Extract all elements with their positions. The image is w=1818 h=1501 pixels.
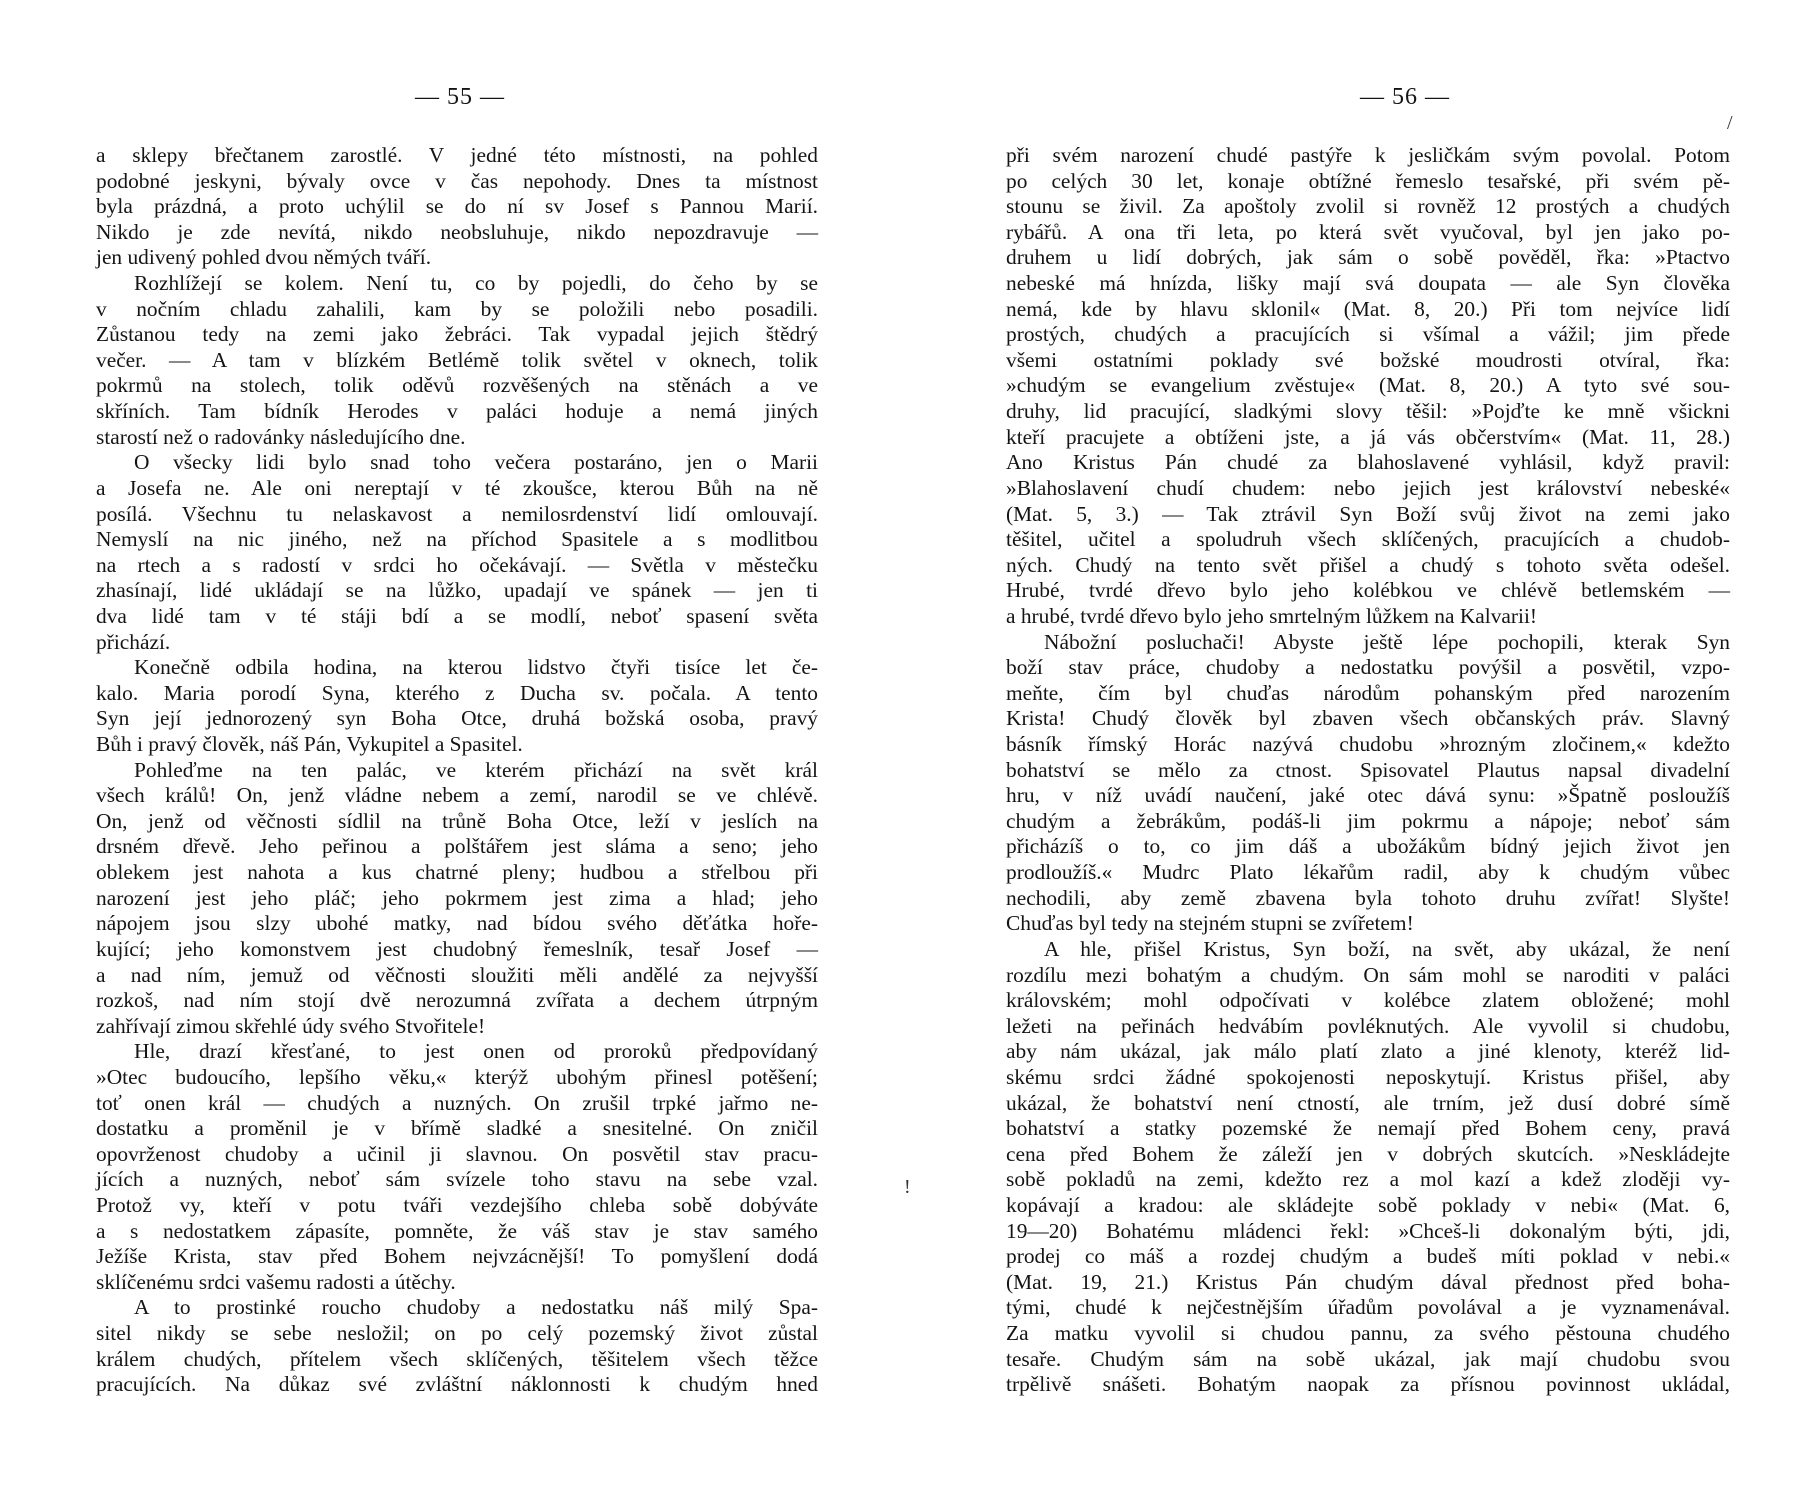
text-line: Nemyslí na nic jiného, než na příchod Spasitele a s modlitbou bbox=[96, 527, 818, 552]
text-line: při svém narození chudé pastýře k jesličkám svým povolal. Potom bbox=[1006, 143, 1730, 167]
text-line: A to prostinké roucho chudoby a nedostatku náš milý Spa- bbox=[134, 1295, 818, 1320]
text-line: skříních. Tam bídník Herodes v paláci hoduje a nemá jiných bbox=[96, 399, 818, 424]
text-line: nemá, kde by hlavu sklonil« (Mat. 8, 20.) Při tom nejvíce lidí bbox=[1006, 296, 1730, 321]
text-line: rozkoš, nad ním stojí dvě nerozumná zvířata a dechem útrpným bbox=[96, 988, 818, 1013]
margin-mark: ! bbox=[904, 1176, 911, 1198]
text-line: Hrubé, tvrdé dřevo bylo jeho kolébkou ve chlévě betlemském — bbox=[1006, 578, 1730, 603]
text-line: přichází. bbox=[96, 629, 171, 654]
text-line: stounu se živil. Za apoštoly zvolil si rovněž 12 prostých a chudých bbox=[1006, 194, 1730, 219]
text-line: kující; jeho komonstvem jest chudobný řemeslník, tesař Josef — bbox=[96, 936, 818, 961]
text-line: dostatku a proměnil je v břímě sladké a snesitelné. On zničil bbox=[96, 1116, 818, 1141]
text-line: prodej co máš a rozdej chudým a budeš míti poklad v nebi.« bbox=[1006, 1244, 1730, 1269]
text-line: (Mat. 5, 3.) — Tak ztrávil Syn Boží svůj život na zemi jako bbox=[1006, 501, 1730, 526]
text-line: a nad ním, jemuž od věčnosti sloužiti měli andělé za nejvyšší bbox=[96, 962, 818, 987]
margin-mark: / bbox=[1727, 112, 1733, 134]
text-line: sklíčenému srdci vašemu radosti a útěchy. bbox=[96, 1269, 456, 1294]
text-line: 19—20) Bohatému mládenci řekl: »Chceš-li dokonalým býti, jdi, bbox=[1006, 1218, 1730, 1243]
text-line: druhem u lidí dobrých, jak sám o sobě pověděl, řka: »Ptactvo bbox=[1006, 245, 1730, 270]
right-page-text bbox=[1006, 143, 1730, 1398]
text-line: »chudým se evangelium zvěstuje« (Mat. 8, 20.) A tyto své sou- bbox=[1006, 373, 1730, 398]
text-line: večer. — A tam v blízkém Betlémě tolik světel v oknech, tolik bbox=[96, 347, 818, 372]
text-line: jících a nuzných, neboť sám svízele toho stavu na sebe vzal. bbox=[96, 1167, 818, 1192]
text-line: ukázal, že bohatství není ctností, ale trním, jež dusí dobré símě bbox=[1006, 1090, 1730, 1115]
text-line: a Josefa ne. Ale oni nereptají v té zkoušce, kterou Bůh na ně bbox=[96, 475, 818, 500]
text-line: a hrubé, tvrdé dřevo bylo jeho smrtelným lůžkem na Kalvarii! bbox=[1006, 603, 1538, 628]
text-line: »Blahoslavení chudí chudem: nebo jejich jest království nebeské« bbox=[1006, 475, 1730, 500]
text-line: Pohleďme na ten palác, ve kterém přichází na svět král bbox=[134, 757, 818, 782]
text-line: starostí než o radovánky následujícího dne. bbox=[96, 424, 466, 449]
text-line: trpělivě snášeti. Bohatým naopak za přísnou povinnost ukládal, bbox=[1006, 1372, 1730, 1397]
text-line: chudým a žebrákům, podáš-li jim pokrmu a nápoje; neboť sám bbox=[1006, 808, 1730, 833]
text-line: kopávají a kradou: ale skládejte sobě poklady v nebi« (Mat. 6, bbox=[1006, 1192, 1730, 1217]
text-line: Ano Kristus Pán chudé za blahoslavené vyhlásil, když pravil: bbox=[1006, 450, 1730, 475]
text-line: tesaře. Chudým sám na sobě ukázal, jak mají chudobu svou bbox=[1006, 1346, 1730, 1371]
text-line: toť onen král — chudých a nuzných. On zrušil trpké jařmo ne- bbox=[96, 1090, 818, 1115]
text-line: tými, chudé k nejčestnějším úřadům povolával a je vyznamenával. bbox=[1006, 1295, 1730, 1320]
text-line: zahřívají zimou skřehlé údy svého Stvořitele! bbox=[96, 1013, 486, 1038]
text-line: boží stav práce, chudoby a nedostatku povýšil a posvětil, vzpo- bbox=[1006, 655, 1730, 680]
text-line: nápojem jsou slzy ubohé matky, nad bídou svého děťátka hoře- bbox=[96, 911, 818, 936]
text-line: pokrmů na stolech, tolik oděvů rozvěšených na stěnách a ve bbox=[96, 373, 818, 398]
text-line: prostých, chudých a pracujících si všímal a vážil; jim přede bbox=[1006, 322, 1730, 347]
text-line: sitel nikdy se sebe nesložil; on po celý pozemský život zůstal bbox=[96, 1321, 818, 1346]
text-line: ležeti na peřinách hedvábím povléknutých. Ale vyvolil si chudobu, bbox=[1006, 1013, 1730, 1038]
text-line: drsném dřevě. Jeho peřinou a polštářem jest sláma a seno; jeho bbox=[96, 834, 818, 859]
text-line: královském; mohl odpočívati v kolébce zlatem obložené; mohl bbox=[1006, 988, 1730, 1013]
text-line: kteří pracujete a obtíženi jste, a já vás občerstvím« (Mat. 11, 28.) bbox=[1006, 424, 1730, 449]
page-number: — 56 — bbox=[1360, 84, 1450, 110]
text-line: On, jenž od věčnosti sídlil na trůně Boha Otce, leží v jeslích na bbox=[96, 808, 818, 833]
text-line: nechodili, aby země zbavena byla tohoto druhu zvířat! Slyšte! bbox=[1006, 885, 1730, 910]
text-line: Nábožní posluchači! Abyste ještě lépe pochopili, kterak Syn bbox=[1044, 629, 1730, 654]
text-line: Nikdo je zde nevítá, nikdo neobsluhuje, nikdo nepozdravuje — bbox=[96, 219, 818, 244]
text-line: »Otec budoucího, lepšího věku,« kterýž ubohým přinesl potěšení; bbox=[96, 1064, 818, 1089]
text-line: po celých 30 let, konaje obtížné řemeslo tesařské, při svém pě- bbox=[1006, 168, 1730, 193]
text-line: posílá. Všechnu tu nelaskavost a nemilosrdenství lidí omlouvají. bbox=[96, 501, 818, 526]
text-line: opovrženost chudoby a učinil ji slavnou. On posvětil stav pracu- bbox=[96, 1141, 818, 1166]
right-page bbox=[904, 0, 1818, 1501]
text-line: narození jest jeho pláč; jeho pokrmem jest zima a hlad; jeho bbox=[96, 885, 818, 910]
text-line: a s nedostatkem zápasíte, pomněte, že váš stav je stav samého bbox=[96, 1218, 818, 1243]
text-line: dva lidé tam v té stáji bdí a se modlí, neboť spasení světa bbox=[96, 603, 818, 628]
text-line: Za matku vyvolil si chudou pannu, za svého pěstouna chudého bbox=[1006, 1321, 1730, 1346]
text-line: hru, v níž uvádí naučení, jaké otec dává synu: »Špatně posloužíš bbox=[1006, 783, 1730, 808]
text-line: Hle, drazí křesťané, to jest onen od proroků předpovídaný bbox=[134, 1039, 818, 1064]
text-line: všech králů! On, jenž vládne nebem a zemí, narodil se ve chlévě. bbox=[96, 783, 818, 808]
text-line: na rtech a s radostí v srdci ho očekávají. — Světla v městečku bbox=[96, 552, 818, 577]
text-line: králem chudých, přítelem všech sklíčených, těšitelem všech těžce bbox=[96, 1346, 818, 1371]
text-line: oblekem jest nahota a kus chatrné pleny; hudbou a střelbou při bbox=[96, 860, 818, 885]
text-line: meňte, čím byl chuďas národům pohanským před narozením bbox=[1006, 680, 1730, 705]
text-line: ných. Chudý na tento svět přišel a chudý s tohoto světa odešel. bbox=[1006, 552, 1730, 577]
text-line: Protož vy, kteří v potu tváři vezdejšího chleba sobě dobýváte bbox=[96, 1192, 818, 1217]
text-line: zhasínají, lidé ukládají se na lůžko, upadají ve spánek — jen ti bbox=[96, 578, 818, 603]
text-line: kalo. Maria porodí Syna, kterého z Ducha sv. počala. A tento bbox=[96, 680, 818, 705]
text-line: skému srdci žádné spokojenosti neposkytují. Kristus přišel, aby bbox=[1006, 1064, 1730, 1089]
text-line: jen udivený pohled dvou němých tváří. bbox=[96, 245, 432, 270]
text-line: prodloužíš.« Mudrc Plato lékařům radil, aby k chudým vůbec bbox=[1006, 860, 1730, 885]
text-line: Zůstanou tedy na zemi jako žebráci. Tak vypadal jejich štědrý bbox=[96, 322, 818, 347]
text-line: podobné jeskyni, bývaly ovce v čas nepohody. Dnes ta místnost bbox=[96, 168, 818, 193]
text-line: (Mat. 19, 21.) Kristus Pán chudým dával přednost před boha- bbox=[1006, 1269, 1730, 1294]
text-line: bohatství se mělo za ctnost. Spisovatel Plautus napsal divadelní bbox=[1006, 757, 1730, 782]
text-line: a sklepy břečtanem zarostlé. V jedné této místnosti, na pohled bbox=[96, 143, 818, 167]
page-number: — 55 — bbox=[415, 84, 505, 110]
text-line: O všecky lidi bylo snad toho večera postaráno, jen o Marii bbox=[134, 450, 818, 475]
text-line: přicházíš o to, co jim dáš a ubožákům bídný jejich život jen bbox=[1006, 834, 1730, 859]
text-line: byla prázdná, a proto uchýlil se do ní sv Josef s Pannou Marií. bbox=[96, 194, 818, 219]
left-page-text bbox=[96, 143, 818, 1398]
text-line: rybářů. A ona tři leta, po která svět vyučoval, byl jen jako po- bbox=[1006, 219, 1730, 244]
text-line: druhy, lid pracující, sladkými slovy těšil: »Pojďte ke mně všickni bbox=[1006, 399, 1730, 424]
text-line: cena před Bohem že záleží jen v dobrých skutcích. »Neskládejte bbox=[1006, 1141, 1730, 1166]
text-line: Konečně odbila hodina, na kterou lidstvo čtyři tisíce let če- bbox=[134, 655, 818, 680]
text-line: Chuďas byl tedy na stejném stupni se zvířetem! bbox=[1006, 911, 1414, 936]
text-line: Rozhlížejí se kolem. Není tu, co by pojedli, do čeho by se bbox=[134, 271, 818, 296]
text-line: v nočním chladu zahalili, kam by se položili nebo posadili. bbox=[96, 296, 818, 321]
text-line: nebeské má hnízda, lišky mají svá doupata — ale Syn člověka bbox=[1006, 271, 1730, 296]
text-line: Syn její jednorozený syn Boha Otce, druhá božská osoba, pravý bbox=[96, 706, 818, 731]
text-line: sobě pokladů na zemi, kdežto rez a mol kazí a kdež zloději vy- bbox=[1006, 1167, 1730, 1192]
text-line: Krista! Chudý člověk byl zbaven všech občanských práv. Slavný bbox=[1006, 706, 1730, 731]
text-line: Bůh i pravý člověk, náš Pán, Vykupitel a Spasitel. bbox=[96, 732, 523, 757]
text-line: básník římský Horác nazývá chudobu »hrozným zločinem,« kdežto bbox=[1006, 732, 1730, 757]
text-line: A hle, přišel Kristus, Syn boží, na svět, aby ukázal, že není bbox=[1044, 936, 1730, 961]
text-line: rozdílu mezi bohatým a chudým. On sám mohl se naroditi v paláci bbox=[1006, 962, 1730, 987]
text-line: všemi ostatními poklady své božské moudrosti otvíral, řka: bbox=[1006, 347, 1730, 372]
text-line: aby nám ukázal, jak málo platí zlato a jiné klenoty, kteréž lid- bbox=[1006, 1039, 1730, 1064]
text-line: pracujících. Na důkaz své zvláštní náklonnosti k chudým hned bbox=[96, 1372, 818, 1397]
text-line: bohatství a statky pozemské že nemají před Bohem ceny, pravá bbox=[1006, 1116, 1730, 1141]
text-line: těšitel, učitel a spoludruh všech sklíčených, pracujících a chudob- bbox=[1006, 527, 1730, 552]
text-line: Ježíše Krista, stav před Bohem nejvzácnější! To pomyšlení dodá bbox=[96, 1244, 818, 1269]
